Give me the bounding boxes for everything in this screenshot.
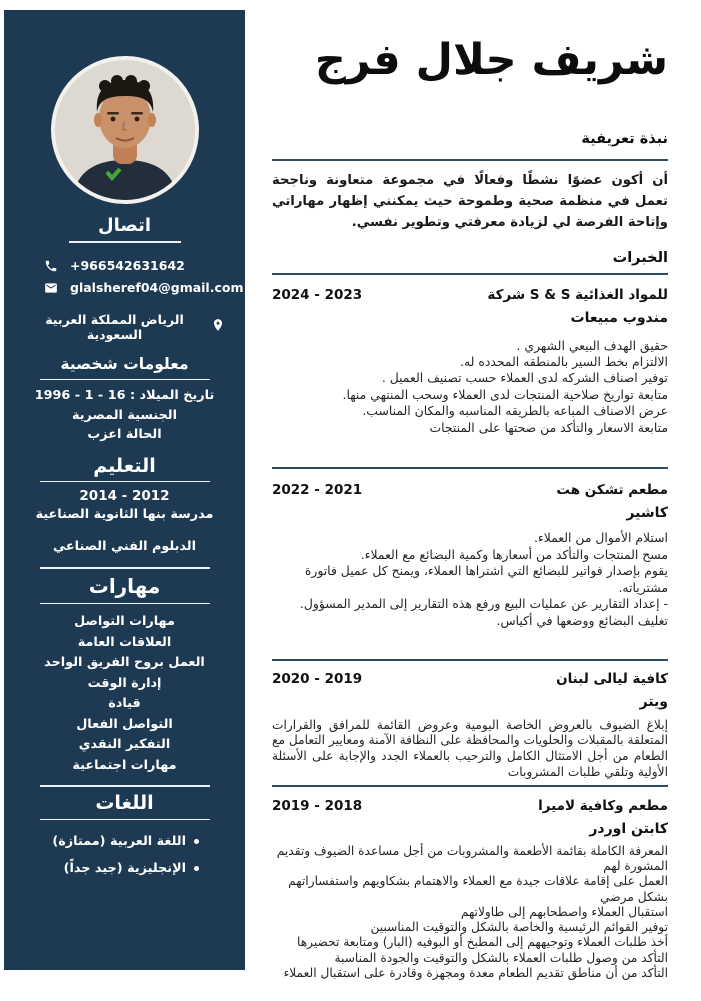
job-title: كاشير xyxy=(626,504,668,521)
skills-heading: مهارات xyxy=(88,573,161,598)
candidate-name: شريف جلال فرج xyxy=(314,35,668,85)
about-rule xyxy=(272,159,668,161)
personal-info-line: الحالة اعزب xyxy=(87,427,162,442)
experience-bullet: أخذ طلبات العملاء وتوجيههم إلى المطبخ أو البوفيه (البار) ومتابعة تحضيرها xyxy=(296,935,668,950)
experience-bullet: تغليف البضائع ووضعها في أكياس. xyxy=(496,612,668,628)
experience-bullets xyxy=(272,844,668,982)
experience-bullets xyxy=(272,338,668,436)
languages-rule-top xyxy=(40,785,210,787)
location-row xyxy=(24,312,225,342)
experience-bullets xyxy=(272,530,668,630)
phone-row xyxy=(24,255,225,277)
section-separator xyxy=(272,659,668,661)
skill-item: العمل بروح الفريق الواحد xyxy=(44,655,205,670)
education-school: مدرسة بنها الثانوية الصناعية xyxy=(35,507,214,522)
skill-item: التواصل الفعال xyxy=(76,716,173,732)
experience-bullet: متابعة تواريخ صلاحية المنتجات لدى العملاء وسحب المنتهي منها. xyxy=(342,386,668,402)
experience-bullet: توفير اصناف الشركه لدى العملاء حسب تصنيف العميل . xyxy=(381,370,668,386)
bullet-dot-icon xyxy=(194,839,199,844)
experience-bullet: مسح المنتجات والتأكد من أسعارها وكمية البضائع مع العملاء. xyxy=(360,546,668,562)
experience-entry-head xyxy=(272,797,668,815)
experience-dates: 2019 - 2020 xyxy=(272,670,363,687)
experience-paragraph: إبلاغ الضيوف بالعروض الخاصة اليومية وعروض القائمة للمرافق والقرارات المتعلقة بالمقبلات والحلويات والمحافظة على النظافة الآمنة ومعايير التعامل مع الطعام من أجل الامتثال الكامل والترحيب بالعملاء الجدد والإجابة على الأسئلة الأولية وتلقي طلبات المشروبات xyxy=(272,717,668,779)
about-heading: نبذة تعريفية xyxy=(581,130,668,147)
experience-dates: 2021 - 2022 xyxy=(272,481,363,498)
job-title: كابتن اوردر xyxy=(589,820,668,837)
skills-rule-top xyxy=(40,567,210,569)
bullet-dot-icon xyxy=(194,866,199,871)
experience-entry xyxy=(272,481,668,630)
company-name: مطعم وكافية لاميرا xyxy=(538,797,668,814)
language-label: اللغة العربية (ممتازة) xyxy=(52,834,186,849)
profile-photo-image xyxy=(55,60,195,200)
experience-description xyxy=(272,718,668,781)
experience-bullet: المعرفة الكاملة بقائمة الأطعمة والمشروبات من أجل مساعدة الضيوف وتقديم المشورة لهم xyxy=(276,843,668,873)
phone-icon xyxy=(44,259,58,273)
languages-rule-bottom xyxy=(40,819,210,821)
job-title: مندوب مبيعات xyxy=(570,309,668,326)
experience-entry-head xyxy=(272,670,668,688)
education-degree: الدبلوم الفني الصناعي xyxy=(52,539,196,554)
email-row xyxy=(24,277,244,299)
email-icon xyxy=(44,281,58,295)
experience-entry xyxy=(272,286,668,436)
location-text: الرياض المملكة العربية السعودية xyxy=(45,311,184,342)
personal-info-rule xyxy=(40,379,210,381)
skills-list xyxy=(24,612,225,776)
contact-block xyxy=(24,255,244,342)
skill-item: التفكير النقدي xyxy=(78,737,171,752)
skills-rule-bottom xyxy=(40,603,210,605)
personal-info-list xyxy=(24,386,225,445)
experience-heading: الخبرات xyxy=(612,249,668,266)
education-rule xyxy=(40,481,210,483)
experience-bullet: متابعة الاسعار والتأكد من صحتها على المنتجات xyxy=(429,419,668,435)
job-title: ويتر xyxy=(639,693,668,710)
experience-bullet: التأكد من أن مناطق تقديم الطعام معدة ومجهزة وقادرة على استقبال العملاء xyxy=(283,966,668,981)
contact-heading-rule xyxy=(69,241,181,243)
experience-bullet: استلام الأموال من العملاء. xyxy=(533,529,668,545)
experience-bullet: استقبال العملاء واصطحابهم إلى طاولاتهم xyxy=(460,904,668,919)
experience-bullet: عرض الاصناف المباعه بالطريقه المناسبه والمكان المناسب. xyxy=(362,403,668,419)
experience-entry-head xyxy=(272,286,668,304)
language-label: الإنجليزية (جيد جداً) xyxy=(63,861,186,876)
experience-bullet: - إعداد التقارير عن عمليات البيع ورفع هذه التقارير إلى المدير المسؤول. xyxy=(299,596,668,612)
experience-bullet: التأكد من وصول طلبات العملاء بالشكل والتوقيت والجودة المناسبة xyxy=(334,950,668,965)
skill-item: قيادة xyxy=(108,696,141,711)
sidebar xyxy=(4,10,245,970)
contact-heading: اتصال xyxy=(97,215,152,236)
experience-bullet: الالتزام بخط السير بالمنطقه المحدده له. xyxy=(460,353,668,369)
company-name: كافية ليالى لبنان xyxy=(556,670,668,687)
main-content xyxy=(272,0,668,1001)
education-years: 2012 - 2014 xyxy=(79,488,170,504)
avatar-illustration xyxy=(55,60,195,200)
about-text: أن أكون عضوًا نشطًا وفعالًا في مجموعة متعاونة وناجحة تعمل في منظمة صحية وطموحة حيث يمكنني إظهار مهاراتي وإتاحة الفرصة لي لزيادة معرفتي وتطوير نفسي. xyxy=(272,172,668,230)
experience-entry xyxy=(272,670,668,781)
phone-number: +966542631642 xyxy=(70,258,185,273)
skill-item: مهارات اجتماعية xyxy=(72,757,177,773)
experience-dates: 2023 - 2024 xyxy=(272,286,363,303)
experience-bullet: يقوم بإصدار فواتير للبضائع التي اشتراها العملاء، ويمنح كل عميل فاتورة مشترياته. xyxy=(304,563,668,595)
experience-entry-head xyxy=(272,481,668,499)
experience-bullet: العمل على إقامة علاقات جيدة مع العملاء والاهتمام بشكاويهم واستفساراتهم بشكل مرضي xyxy=(288,874,668,904)
experience-bullet: حقيق الهدف البيعي الشهري . xyxy=(516,337,668,353)
language-item-arabic xyxy=(24,834,225,849)
skill-item: العلاقات العامة xyxy=(77,634,172,650)
section-separator xyxy=(272,467,668,469)
language-item-english xyxy=(24,861,225,876)
personal-info-line: الجنسية المصرية xyxy=(71,407,177,423)
experience-bullet: توفير القوائم الرئيسية والخاصة بالشكل والتوقيت المناسبين xyxy=(370,920,668,935)
email-address: glalsheref04@gmail.com xyxy=(70,280,244,295)
experience-dates: 2018 - 2019 xyxy=(272,797,363,814)
experience-entry xyxy=(272,797,668,982)
languages-heading: اللغات xyxy=(95,791,154,814)
education-heading: التعليم xyxy=(93,454,156,477)
skill-item: إدارة الوقت xyxy=(87,675,162,691)
profile-photo xyxy=(51,56,199,204)
section-separator xyxy=(272,785,668,787)
location-icon xyxy=(211,318,225,335)
personal-info-line: تاريخ الميلاد : 16 - 1 - 1996 xyxy=(34,388,215,403)
experience-rule xyxy=(272,273,668,275)
company-name: مطعم تشكن هت xyxy=(556,481,668,498)
company-name: شركة S & S للمواد الغذائية xyxy=(487,286,668,303)
skill-item: مهارات التواصل xyxy=(74,614,175,629)
personal-info-heading: معلومات شخصية xyxy=(60,354,189,373)
